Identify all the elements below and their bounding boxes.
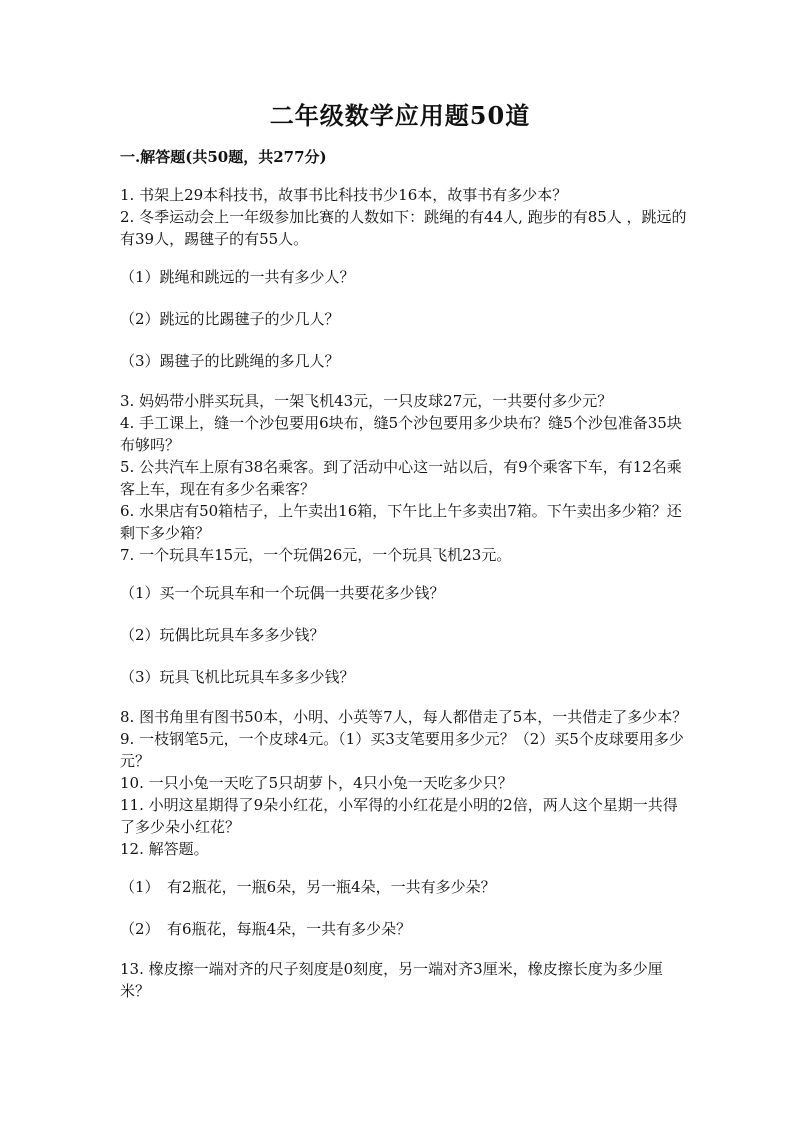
question-list: [120, 184, 688, 1002]
question-item: 6. 水果店有50箱桔子，上午卖出16箱，下午比上午多卖出7箱。下午卖出多少箱？还剩下多少箱？: [120, 502, 682, 542]
question-item: 12. 解答题。: [120, 840, 209, 858]
sub-question: （2）玩偶比玩具车多多少钱？: [120, 626, 325, 644]
question-item: 8. 图书角里有图书50本，小明、小英等7人，每人都借走了5本，一共借走了多少本？: [120, 708, 688, 726]
sub-question: （3）玩具飞机比玩具车多多少钱？: [120, 668, 355, 686]
question-item: 5. 公共汽车上原有38名乘客。到了活动中心这一站以后，有9个乘客下车，有12名乘客上车，现在有多少名乘客？: [120, 458, 682, 498]
question-item: 11. 小明这星期得了9朵小红花，小军得的小红花是小明的2倍，两人这个星期一共得了多少朵小红花？: [120, 796, 678, 836]
sub-question: （2）跳远的比踢毽子的少几人？: [120, 310, 340, 328]
sub-question: （1）买一个玩具车和一个玩偶一共要花多少钱？: [120, 584, 445, 602]
sub-question: （3）踢毽子的比跳绳的多几人？: [120, 352, 340, 370]
question-item: 7. 一个玩具车15元，一个玩偶26元，一个玩具飞机23元。: [120, 546, 512, 564]
question-item: 10. 一只小兔一天吃了5只胡萝卜，4只小兔一天吃多少只？: [120, 774, 513, 792]
question-item: 4. 手工课上，缝一个沙包要用6块布，缝5个沙包要用多少块布？缝5个沙包准备35块布够吗？: [120, 414, 682, 454]
question-item: 13. 橡皮擦一端对齐的尺子刻度是0刻度，另一端对齐3厘米，橡皮擦长度为多少厘米？: [120, 960, 663, 1000]
question-item: 2. 冬季运动会上一年级参加比赛的人数如下：跳绳的有44人, 跑步的有85人 ，跳远的有39人，踢毽子的有55人。: [120, 208, 687, 248]
question-item: 3. 妈妈带小胖买玩具，一架飞机43元，一只皮球27元，一共要付多少元？: [120, 392, 613, 410]
section-heading: 一.解答题(共50题，共277分): [120, 148, 327, 166]
sub-question: （2） 有6瓶花，每瓶4朵，一共有多少朵？: [120, 920, 412, 938]
page-title: 二年级数学应用题50道: [269, 101, 531, 130]
question-item: 9. 一枝钢笔5元，一个皮球4元。（1）买3支笔要用多少元？（2）买5个皮球要用多少元？: [120, 730, 684, 770]
sub-question: （1） 有2瓶花，一瓶6朵，另一瓶4朵，一共有多少朵？: [120, 878, 496, 896]
sub-question: （1）跳绳和跳远的一共有多少人？: [120, 268, 355, 286]
question-item: 1. 书架上29本科技书，故事书比科技书少16本，故事书有多少本？: [120, 186, 568, 204]
